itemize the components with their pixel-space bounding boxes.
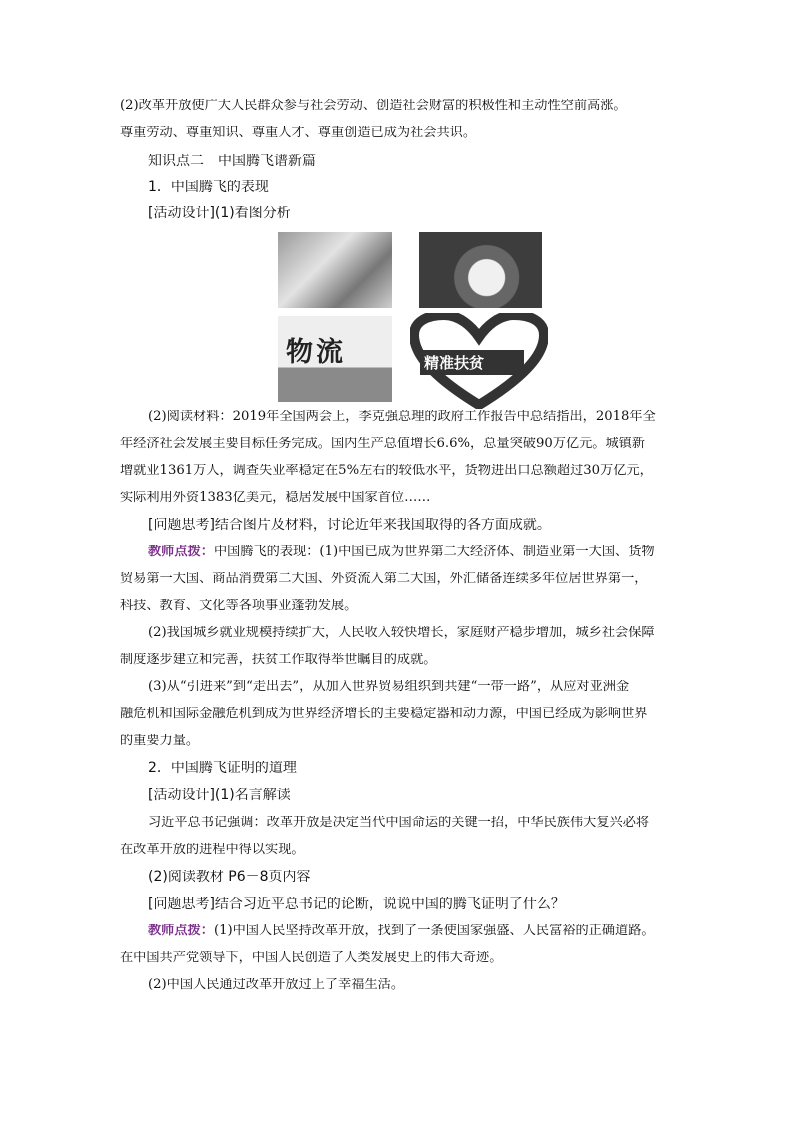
activity-label: [活动设计](1)看图分析: [148, 206, 291, 220]
quote-line: 在改革开放的进程中得以实现。: [120, 843, 305, 857]
paragraph-line: 科技、教育、文化等各项事业蓬勃发展。: [120, 599, 358, 613]
section-heading: 知识点二 中国腾飞谱新篇: [148, 154, 316, 168]
paragraph-line: 制度逐步建立和完善，扶贫工作取得举世瞩目的成就。: [120, 653, 437, 667]
paragraph-line: 在中国共产党领导下，中国人民创造了人类发展史上的伟大奇迹。: [120, 951, 503, 965]
subheading: 2．中国腾飞证明的道理: [148, 761, 297, 775]
paragraph-line: (3)从“引进来”到“走出去”，从加入世界贸易组织到共建“一带一路”，从应对亚洲金: [148, 680, 630, 694]
paragraph-line: 融危机和国际金融危机到成为世界经济增长的主要稳定器和动力源，中国已经成为影响世界: [120, 707, 648, 721]
teacher-tip-line: [148, 545, 708, 559]
paragraph-line: (2)我国城乡就业规模持续扩大，人民收入较快增长，家庭财产稳步增加，城乡社会保障: [148, 626, 655, 640]
subheading: 1．中国腾飞的表现: [148, 180, 269, 194]
teacher-tip-label: 教师点拨：: [148, 545, 214, 559]
teacher-tip-label: 教师点拨：: [148, 924, 214, 938]
teacher-tip-text: (1)中国人民坚持改革开放，找到了一条使国家强盛、人民富裕的正确道路。: [213, 924, 655, 938]
paragraph-line: 增就业1361万人，调查失业率稳定在5%左右的较低水平，货物进出口总额超过30万亿元，: [120, 464, 653, 478]
teacher-tip-line: [148, 924, 708, 938]
question-line: [问题思考]结合习近平总书记的论断，说说中国的腾飞证明了什么？: [148, 897, 565, 911]
paragraph-line: 的重要力量。: [120, 734, 200, 748]
paragraph-line: (2)阅读材料：2019年全国两会上，李克强总理的政府工作报告中总结指出，2018年全: [148, 410, 656, 424]
activity-label: [活动设计](1)名言解读: [148, 788, 291, 802]
paragraph-line: 尊重劳动、尊重知识、尊重人才、尊重创造已成为社会共识。: [120, 126, 477, 140]
question-line: [问题思考]结合图片及材料，讨论近年来我国取得的各方面成就。: [148, 518, 551, 532]
logistics-photo: [278, 316, 392, 402]
paragraph-line: 年经济社会发展主要目标任务完成。国内生产总值增长6.6%，总量突破90万亿元。城镇新: [120, 437, 646, 451]
paragraph-line: (2)中国人民通过改革开放过上了幸福生活。: [148, 978, 405, 992]
logistics-sign-text: 物流: [286, 337, 346, 368]
teacher-tip-text: 中国腾飞的表现：(1)中国已成为世界第二大经济体、制造业第一大国、货物: [213, 545, 655, 559]
activity-label: (2)阅读教材 P6－8页内容: [148, 870, 311, 884]
poverty-alleviation-label: 精准扶贫: [420, 350, 524, 375]
greenhouse-photo: [278, 232, 392, 308]
paragraph-line: 实际利用外资1383亿美元，稳居发展中国家首位……: [120, 491, 431, 505]
paragraph-line: 贸易第一大国、商品消费第二大国、外资流入第二大国，外汇储备连续多年位居世界第一，: [120, 572, 648, 586]
submersible-photo: [419, 232, 542, 308]
paragraph-line: (2)改革开放使广大人民群众参与社会劳动、创造社会财富的积极性和主动性空前高涨。: [120, 99, 627, 113]
quote-line: 习近平总书记强调：改革开放是决定当代中国命运的关键一招，中华民族伟大复兴必将: [148, 816, 650, 830]
